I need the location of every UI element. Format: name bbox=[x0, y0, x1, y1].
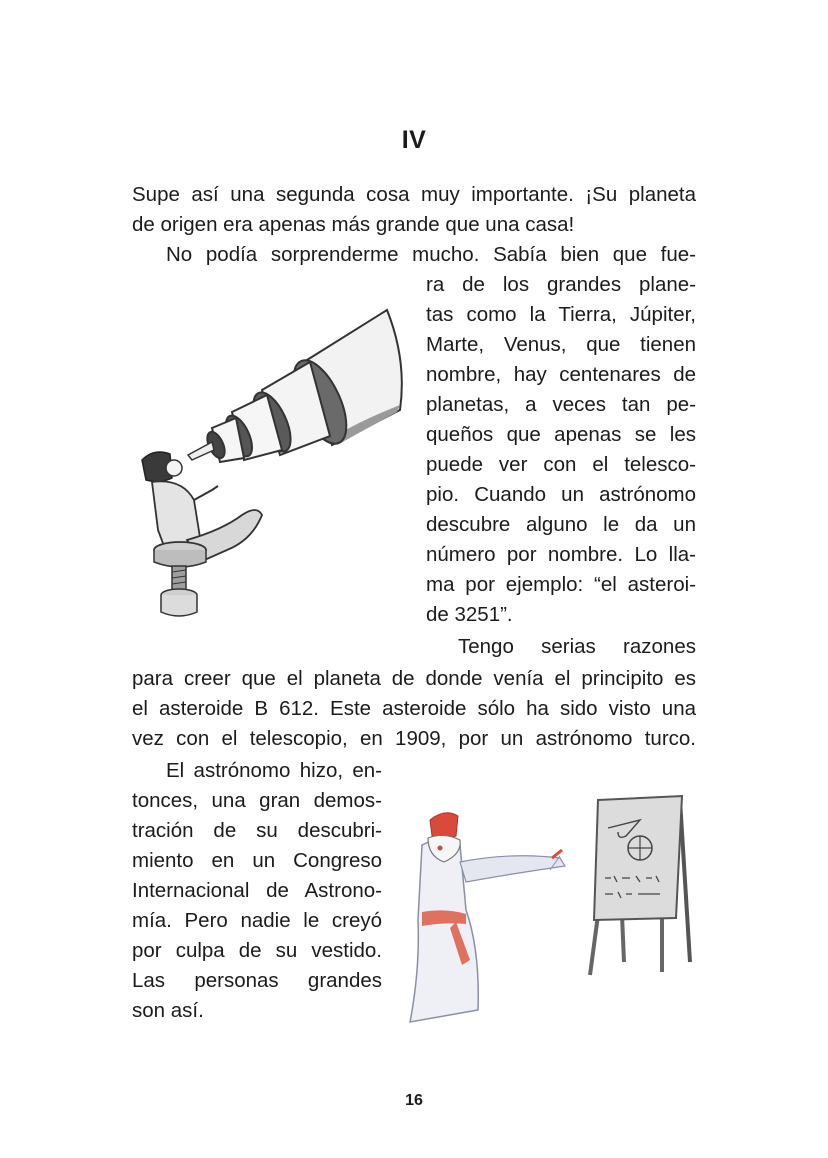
text-line: ma por ejemplo: “el asteroi- bbox=[426, 573, 696, 596]
text-line: el asteroide B 612. Este asteroide sólo ha sido visto una bbox=[132, 697, 696, 720]
text-line: ra de los grandes plane- bbox=[426, 273, 696, 296]
text-line: El astrónomo hizo, en- bbox=[166, 759, 382, 782]
presentation-illustration bbox=[400, 790, 710, 1030]
text-line: Supe así una segunda cosa muy importante. ¡Su planeta bbox=[132, 183, 696, 206]
text-line: de 3251”. bbox=[426, 603, 513, 626]
page-number: 16 bbox=[405, 1092, 423, 1109]
text-line: tas como la Tierra, Júpiter, bbox=[426, 303, 696, 326]
text-line: vez con el telescopio, en 1909, por un astrónomo turco. bbox=[132, 727, 696, 750]
chapter-title: IV bbox=[401, 126, 427, 154]
text-line: Las personas grandes bbox=[132, 969, 382, 992]
astronomer-telescope-icon bbox=[132, 300, 417, 625]
text-line: planetas, a veces tan pe- bbox=[426, 393, 696, 416]
text-line: No podía sorprenderme mucho. Sabía bien que fue- bbox=[166, 243, 696, 266]
text-line: Marte, Venus, que tienen bbox=[426, 333, 696, 356]
telescope-illustration bbox=[132, 300, 417, 625]
text-line: queños que apenas se les bbox=[426, 423, 696, 446]
text-line: descubre alguno le da un bbox=[426, 513, 696, 536]
text-line: nombre, hay centenares de bbox=[426, 363, 696, 386]
text-line: para creer que el planeta de donde venía el principito es bbox=[132, 667, 696, 690]
text-line: son así. bbox=[132, 999, 204, 1022]
text-line: de origen era apenas más grande que una casa! bbox=[132, 213, 575, 236]
astronomer-blackboard-icon bbox=[400, 790, 710, 1030]
text-line: Internacional de Astrono- bbox=[132, 879, 382, 902]
text-line: miento en un Congreso bbox=[132, 849, 382, 872]
text-line: mía. Pero nadie le creyó bbox=[132, 909, 382, 932]
text-line: número por nombre. Lo lla- bbox=[426, 543, 696, 566]
text-line: tonces, una gran demos- bbox=[132, 789, 382, 812]
text-line: por culpa de su vestido. bbox=[132, 939, 382, 962]
text-line: puede ver con el telesco- bbox=[426, 453, 696, 476]
text-line: pio. Cuando un astrónomo bbox=[426, 483, 696, 506]
text-line: Tengo serias razones bbox=[458, 635, 696, 658]
text-line: tración de su descubri- bbox=[132, 819, 382, 842]
